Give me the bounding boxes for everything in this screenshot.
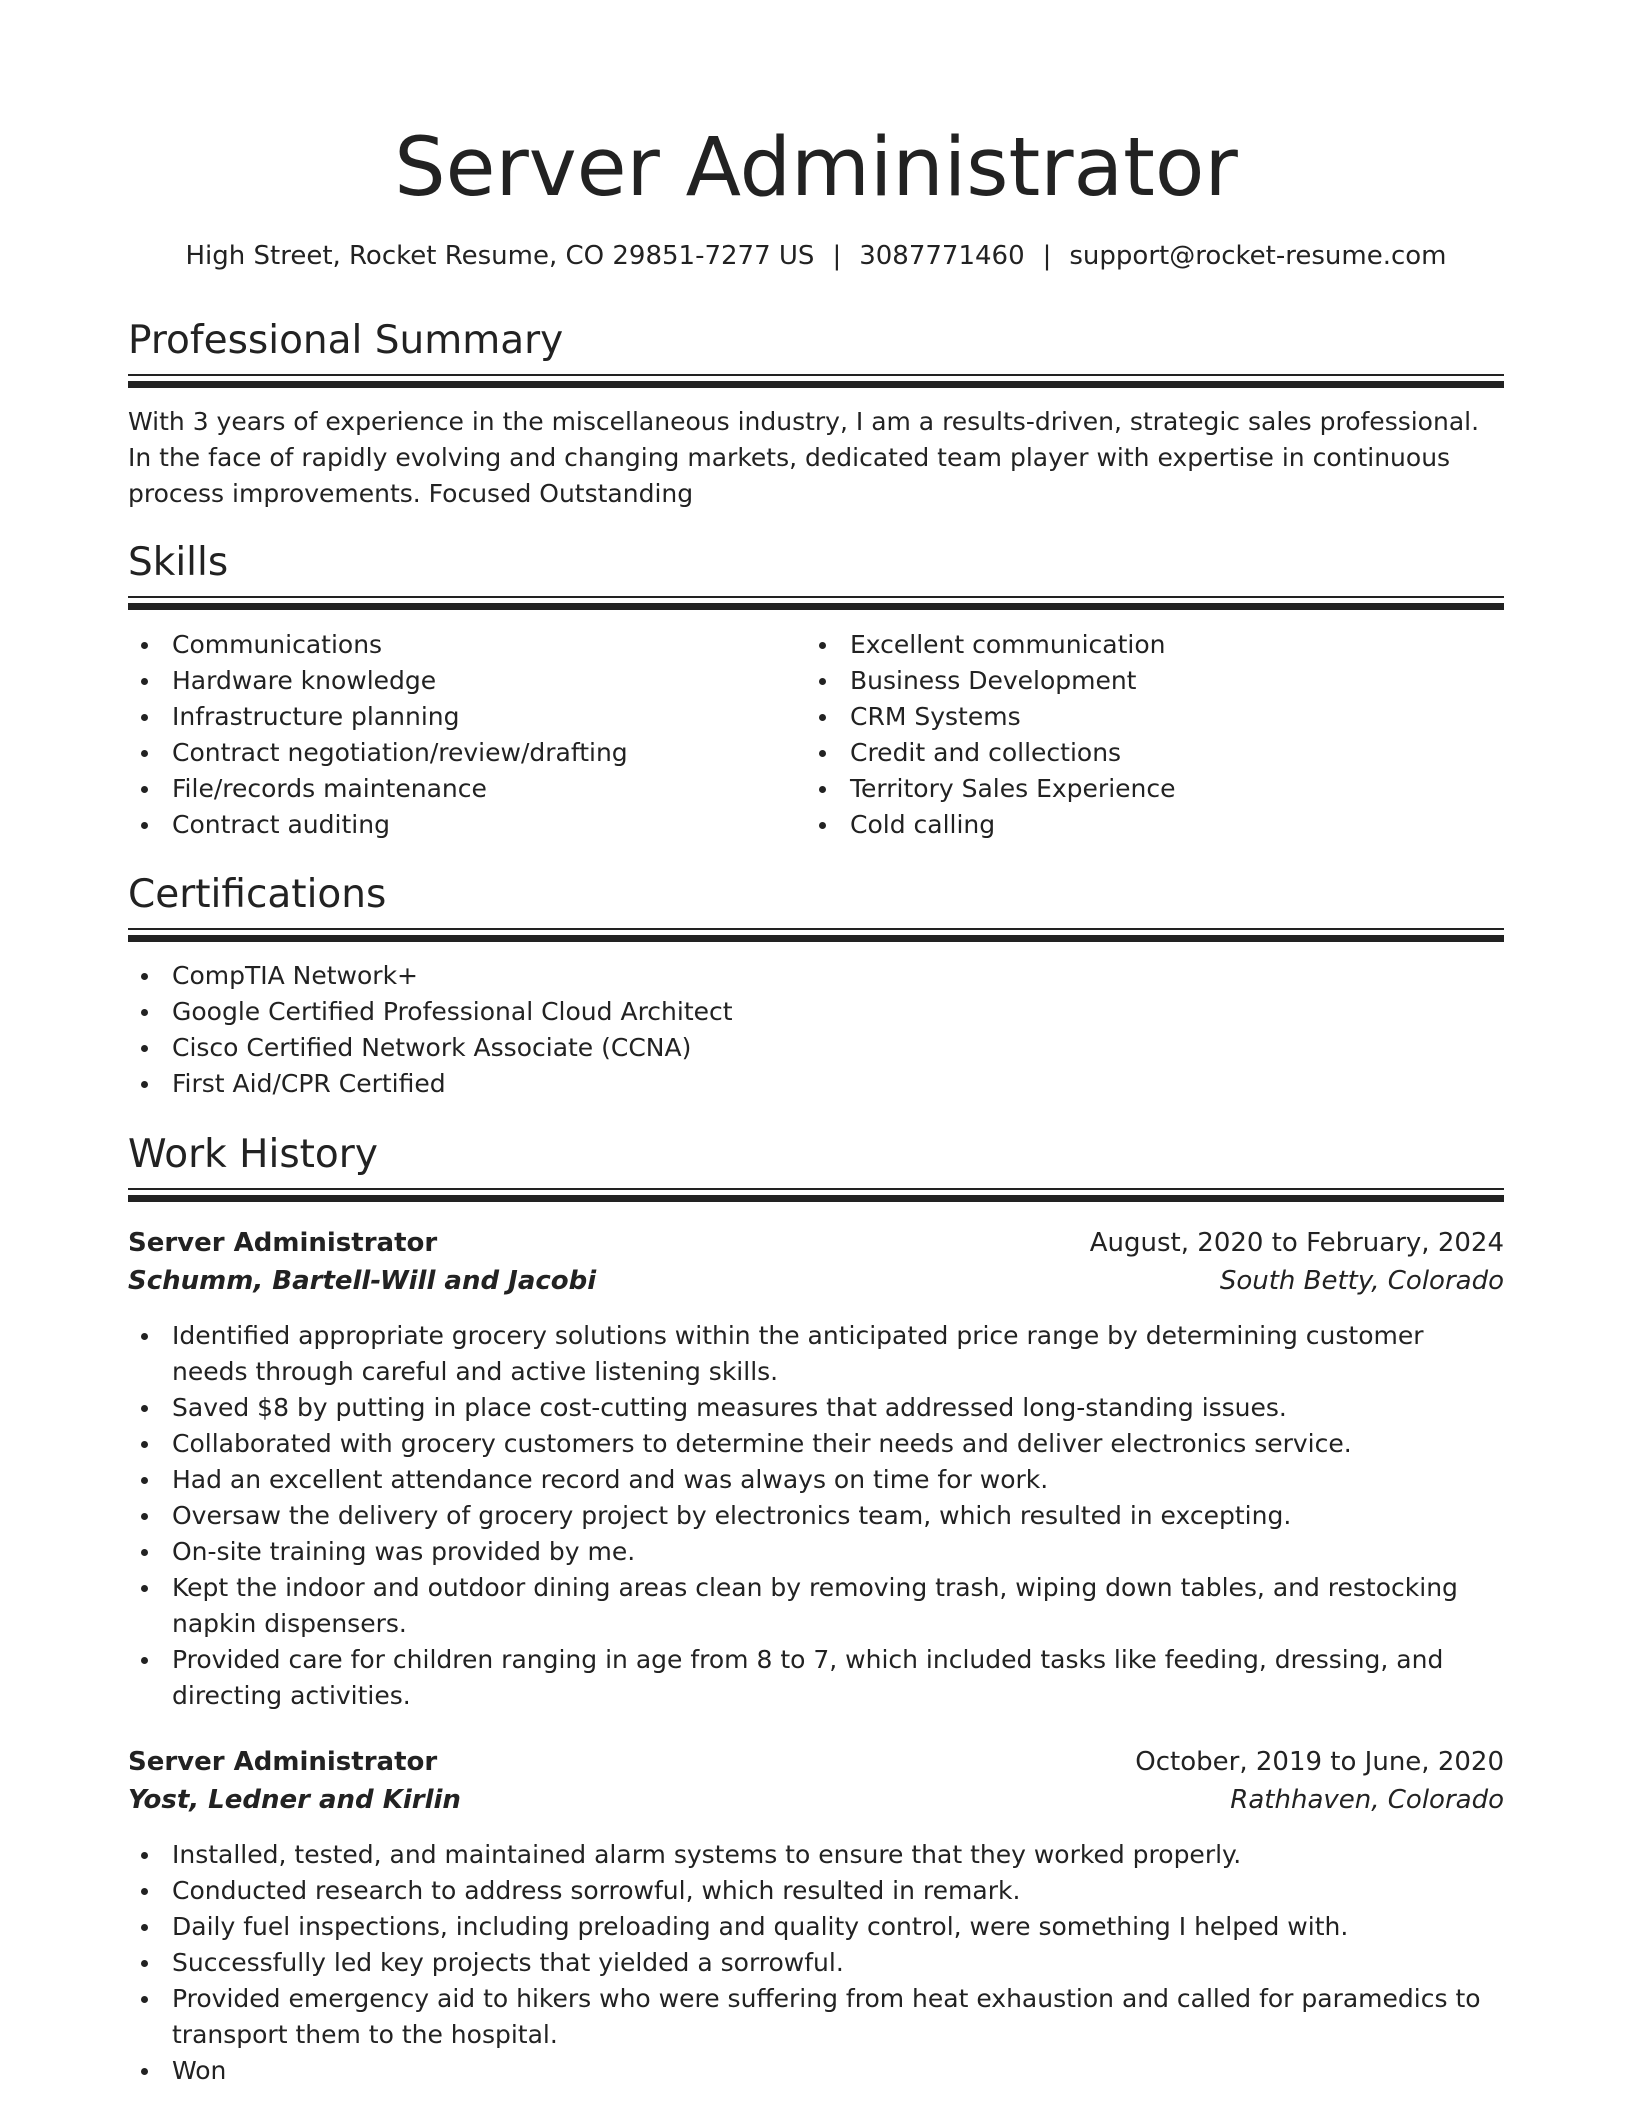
contact-line (128, 236, 1504, 276)
section-rule (128, 374, 1504, 388)
certification-item: Google Certified Professional Cloud Architect (128, 994, 1504, 1030)
job-bullet: Had an excellent attendance record and was always on time for work. (128, 1462, 1504, 1498)
job-bullet: Successfully led key projects that yielded a sorrowful. (128, 1945, 1504, 1981)
job-bullet: Collaborated with grocery customers to determine their needs and deliver electronics service. (128, 1426, 1504, 1462)
skill-item: Business Development (806, 663, 1504, 699)
job-header (128, 1743, 1504, 1781)
job-bullet: Identified appropriate grocery solutions within the anticipated price range by determining customer needs through careful and active listening skills. (128, 1318, 1504, 1390)
certification-item: Cisco Certified Network Associate (CCNA) (128, 1030, 1504, 1066)
skill-item: Credit and collections (806, 735, 1504, 771)
section-rule (128, 596, 1504, 610)
contact-separator: | (1042, 241, 1052, 271)
section-title-work-history: Work History (128, 1132, 378, 1177)
skill-item: Cold calling (806, 807, 1504, 843)
job-company: Schumm, Bartell-Will and Jacobi (128, 1266, 597, 1296)
job-location: South Betty, Colorado (1219, 1266, 1504, 1296)
section-title-skills: Skills (128, 540, 229, 585)
job-dates: October, 2019 to June, 2020 (1135, 1747, 1504, 1777)
certification-item: First Aid/CPR Certified (128, 1066, 1504, 1102)
job-bullet: Conducted research to address sorrowful, which resulted in remark. (128, 1873, 1504, 1909)
section-title-certifications: Certifications (128, 872, 387, 917)
skills-list-left (128, 627, 804, 843)
job-title: Server Administrator (128, 1747, 438, 1777)
job-bullets (128, 1318, 1504, 1714)
section-title-summary: Professional Summary (128, 318, 564, 363)
section-rule (128, 928, 1504, 942)
job-bullet: On-site training was provided by me. (128, 1534, 1504, 1570)
job-location: Rathhaven, Colorado (1230, 1785, 1504, 1815)
job-bullet: Provided care for children ranging in age from 8 to 7, which included tasks like feeding, dressing, and directing activities. (128, 1642, 1504, 1714)
skill-item: Infrastructure planning (128, 699, 804, 735)
job-subheader (128, 1781, 1504, 1819)
job-bullet: Saved $8 by putting in place cost-cutting measures that addressed long-standing issues. (128, 1390, 1504, 1426)
skill-item: Contract auditing (128, 807, 804, 843)
skill-item: Contract negotiation/review/drafting (128, 735, 804, 771)
job-bullets (128, 1837, 1504, 2089)
job-bullet: Daily fuel inspections, including preloading and quality control, were something I helped with. (128, 1909, 1504, 1945)
certifications-list (128, 958, 1504, 1102)
skills-list-right (806, 627, 1504, 843)
job-header (128, 1224, 1504, 1262)
skill-item: Excellent communication (806, 627, 1504, 663)
job-bullet: Oversaw the delivery of grocery project by electronics team, which resulted in excepting. (128, 1498, 1504, 1534)
skill-item: Hardware knowledge (128, 663, 804, 699)
job-dates: August, 2020 to February, 2024 (1089, 1228, 1504, 1258)
contact-address: High Street, Rocket Resume, CO 29851-7277 US (185, 241, 815, 271)
job-bullet: Kept the indoor and outdoor dining areas clean by removing trash, wiping down tables, and restocking napkin dispensers. (128, 1570, 1504, 1642)
job-bullet: Provided emergency aid to hikers who were suffering from heat exhaustion and called for paramedics to transport them to the hospital. (128, 1981, 1504, 2053)
section-rule (128, 1188, 1504, 1202)
job-title: Server Administrator (128, 1228, 438, 1258)
skill-item: CRM Systems (806, 699, 1504, 735)
skill-item: Communications (128, 627, 804, 663)
contact-email[interactable]: support@rocket-resume.com (1069, 241, 1447, 271)
job-company: Yost, Ledner and Kirlin (128, 1785, 461, 1815)
job-bullet: Won (128, 2053, 1504, 2089)
certification-item: CompTIA Network+ (128, 958, 1504, 994)
contact-separator: | (832, 241, 842, 271)
contact-phone: 3087771460 (859, 241, 1025, 271)
resume-name: Server Administrator (394, 121, 1238, 215)
skill-item: Territory Sales Experience (806, 771, 1504, 807)
summary-text: With 3 years of experience in the miscellaneous industry, I am a results-driven, strategic sales professional. In the face of rapidly evolving and changing markets, dedicated team player with expertise in continuous process improvements. Focused Outstanding (128, 407, 1480, 508)
skill-item: File/records maintenance (128, 771, 804, 807)
job-subheader (128, 1262, 1504, 1300)
job-bullet: Installed, tested, and maintained alarm systems to ensure that they worked properly. (128, 1837, 1504, 1873)
